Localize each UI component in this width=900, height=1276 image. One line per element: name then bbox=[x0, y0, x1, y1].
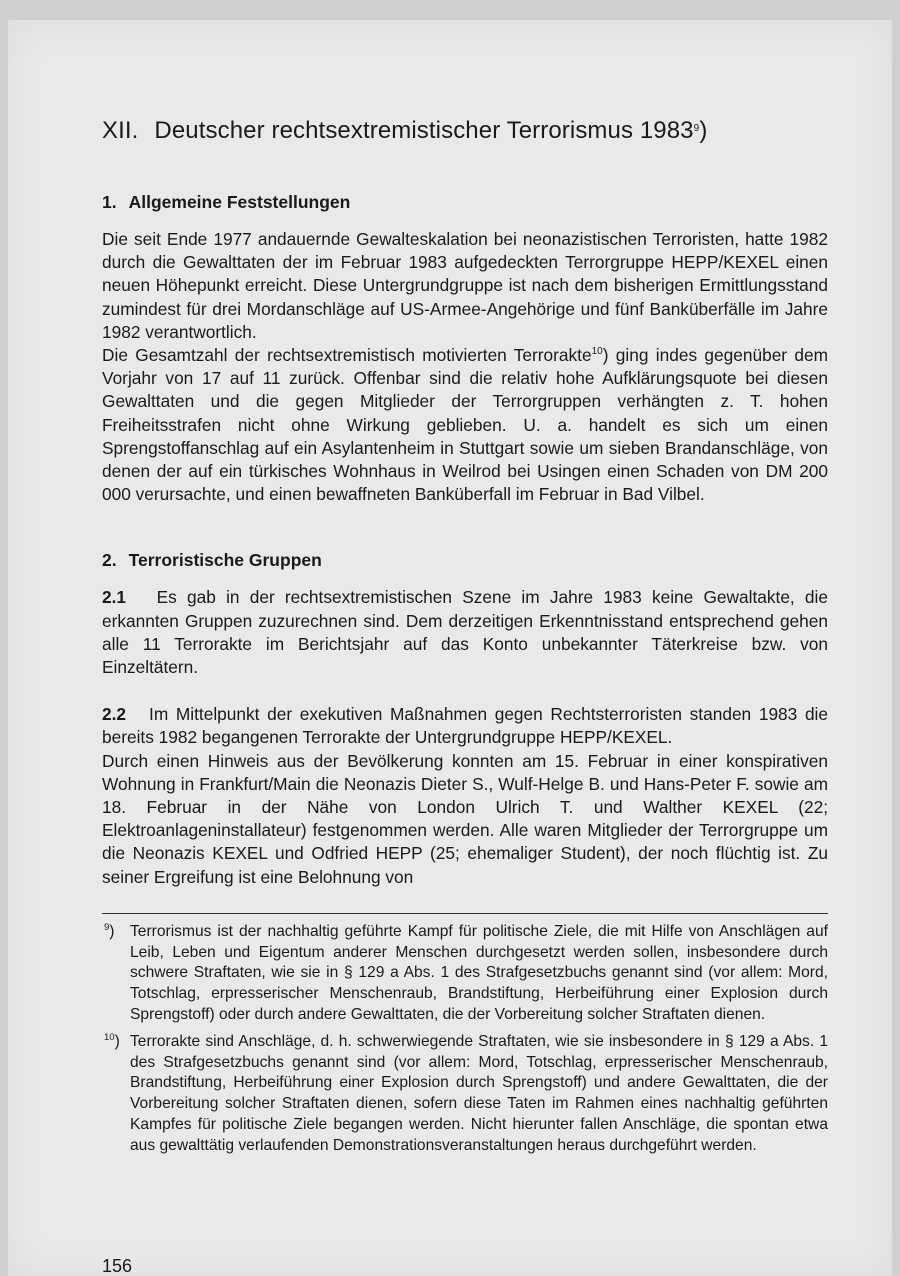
paragraph-2-rest: ) ging indes gegenüber dem Vorjahr von 17 auf 11 zurück. Offenbar sind die relativ hohe Aufklärungsquote bei diesen Gewalttaten und die gegen Mitglieder der Terrorgruppen verhängten z. T. hohen Freiheitsstrafen nicht ohne Wirkung geblieben. U. a. handelt es sich um einen Sprengstoffanschlag auf ein Asylantenheim in Stuttgart sowie um sieben Brandanschläge, von denen der auf ein türkisches Wohnhaus in Weilrod bei Usingen einen Schaden von DM 200 000 verursachte, und einen bewaffneten Banküberfall im Februar in Bad Vilbel. bbox=[102, 345, 828, 505]
page-content bbox=[102, 116, 828, 1157]
footnote-divider bbox=[102, 913, 828, 914]
paragraph-2-2-continued: Durch einen Hinweis aus der Bevölkerung konnten am 15. Februar in einer konspirativen Wohnung in Frankfurt/Main die Neonazis Dieter S., Wulf-Helge B. und Hans-Peter F. sowie am 18. Februar in der Nähe von London Ulrich T. und Walther KEXEL (22; Elektroanlageninstallateur) festgenommen werden. Alle waren Mitglieder der Terrorgruppe um die Neonazis KEXEL und Odfried HEPP (25; ehemaliger Student), der noch flüchtig ist. Zu seiner Ergreifung ist eine Belohnung von bbox=[102, 750, 828, 887]
chapter-title: XII. Deutscher rechtsextremistischer Terrorismus 1983$^9$) bbox=[102, 117, 708, 144]
chapter-title-text: Deutscher rechtsextremistischer Terrorismus 1983 bbox=[154, 117, 694, 144]
section-heading-text-1: Allgemeine Feststellungen bbox=[128, 192, 351, 212]
footnote-ref-10: 10 bbox=[591, 346, 603, 358]
footnote-mark-10: $^{10}$) bbox=[104, 1031, 120, 1050]
paragraph-1: Die seit Ende 1977 andauernde Gewalteskalation bei neonazistischen Terroristen, hatte 1982 durch die Gewalttaten der im Februar 1983 aufgedeckten Terrorgruppe HEPP/KEXEL einen neuen Höhepunkt erreicht. Diese Untergrundgruppe ist nach dem bisherigen Ermittlungsstand zumindest für drei Mordanschläge auf US-Armee-Angehörige und fünf Banküberfälle im Jahre 1982 verantwortlich. bbox=[102, 229, 828, 342]
paragraph-2-1 bbox=[102, 586, 828, 679]
footnote-mark-9-number: 9 bbox=[104, 921, 110, 933]
footnote-text-10: Terrorakte sind Anschläge, d. h. schwerwiegende Straftaten, wie sie insbesondere in § 129 a Abs. 1 des Strafgesetzbuchs genannt sind (vor allem: Mord, Totschlag, erpresserischer Menschenraub, Brandstiftung, Herbeiführung einer Explosion durch Sprengstoff) und andere Gewalttaten, die der Vorbereitung solcher Straftaten dienen, sofern diese Taten im Rahmen eines nachhaltig geführten Kampfes für politische Ziele begangen werden. Nicht hierunter fallen Anschläge, die spontan etwa aus gewalttätig verlaufenden Demonstrationsveranstaltungen heraus durchgeführt werden. bbox=[130, 1032, 828, 1154]
chapter-number: XII. bbox=[102, 117, 139, 144]
paragraph-2-1-text: Es gab in der rechtsextremistischen Szene im Jahre 1983 keine Gewaltakte, die erkannten Gruppen zuzurechnen sind. Dem derzeitigen Erkenntnisstand entsprechend gehen alle 11 Terrorakte im Berichtsjahr auf das Konto unbekannter Täterkreise bzw. von Einzeltätern. bbox=[102, 587, 828, 678]
subsection-number-2-1: 2.1 bbox=[102, 587, 127, 608]
footnote-text-9: Terrorismus ist der nachhaltig geführte Kampf für politische Ziele, die mit Hilfe von Anschlägen auf Leib, Leben und Eigentum anderer Menschen durchgesetzt werden sollen, insbesondere durch schwere Straftaten, wie sie in § 129 a Abs. 1 des Strafgesetzbuchs genannt sind (vor allem: Mord, Totschlag, erpresserischer Menschenraub, Brandstiftung, Herbeiführung einer Explosion durch Sprengstoff) oder durch andere Gewalttaten, die der Vorbereitung solcher Straftaten dienen. bbox=[130, 922, 828, 1024]
section-heading-text-2: Terroristische Gruppen bbox=[128, 550, 322, 571]
document-page bbox=[8, 20, 892, 1276]
section-number-2: 2. bbox=[102, 550, 117, 571]
paragraph-2-2 bbox=[102, 703, 828, 749]
section-heading-2 bbox=[102, 548, 828, 572]
paragraph-2-2-text: Im Mittelpunkt der exekutiven Maßnahmen gegen Rechtsterroristen standen 1983 die bereits 1982 begangenen Terrorakte der Untergrundgruppe HEPP/KEXEL. bbox=[102, 704, 829, 748]
footnote-mark-10-number: 10 bbox=[104, 1031, 115, 1043]
section-heading-1 bbox=[102, 190, 828, 214]
section-number-1: 1. bbox=[102, 192, 117, 212]
footnote-10 bbox=[102, 1032, 828, 1157]
footnote-ref-9: 9 bbox=[693, 123, 700, 134]
footnote-9 bbox=[102, 922, 828, 1026]
page-number: 156 bbox=[102, 1256, 133, 1276]
subsection-number-2-2: 2.2 bbox=[102, 704, 127, 725]
footnote-mark-9: $^9$) bbox=[104, 921, 115, 940]
paragraph-2 bbox=[102, 344, 828, 506]
paragraph-2-start: Die Gesamtzahl der rechtsextremistisch motivierten Terrorakte bbox=[102, 345, 592, 366]
